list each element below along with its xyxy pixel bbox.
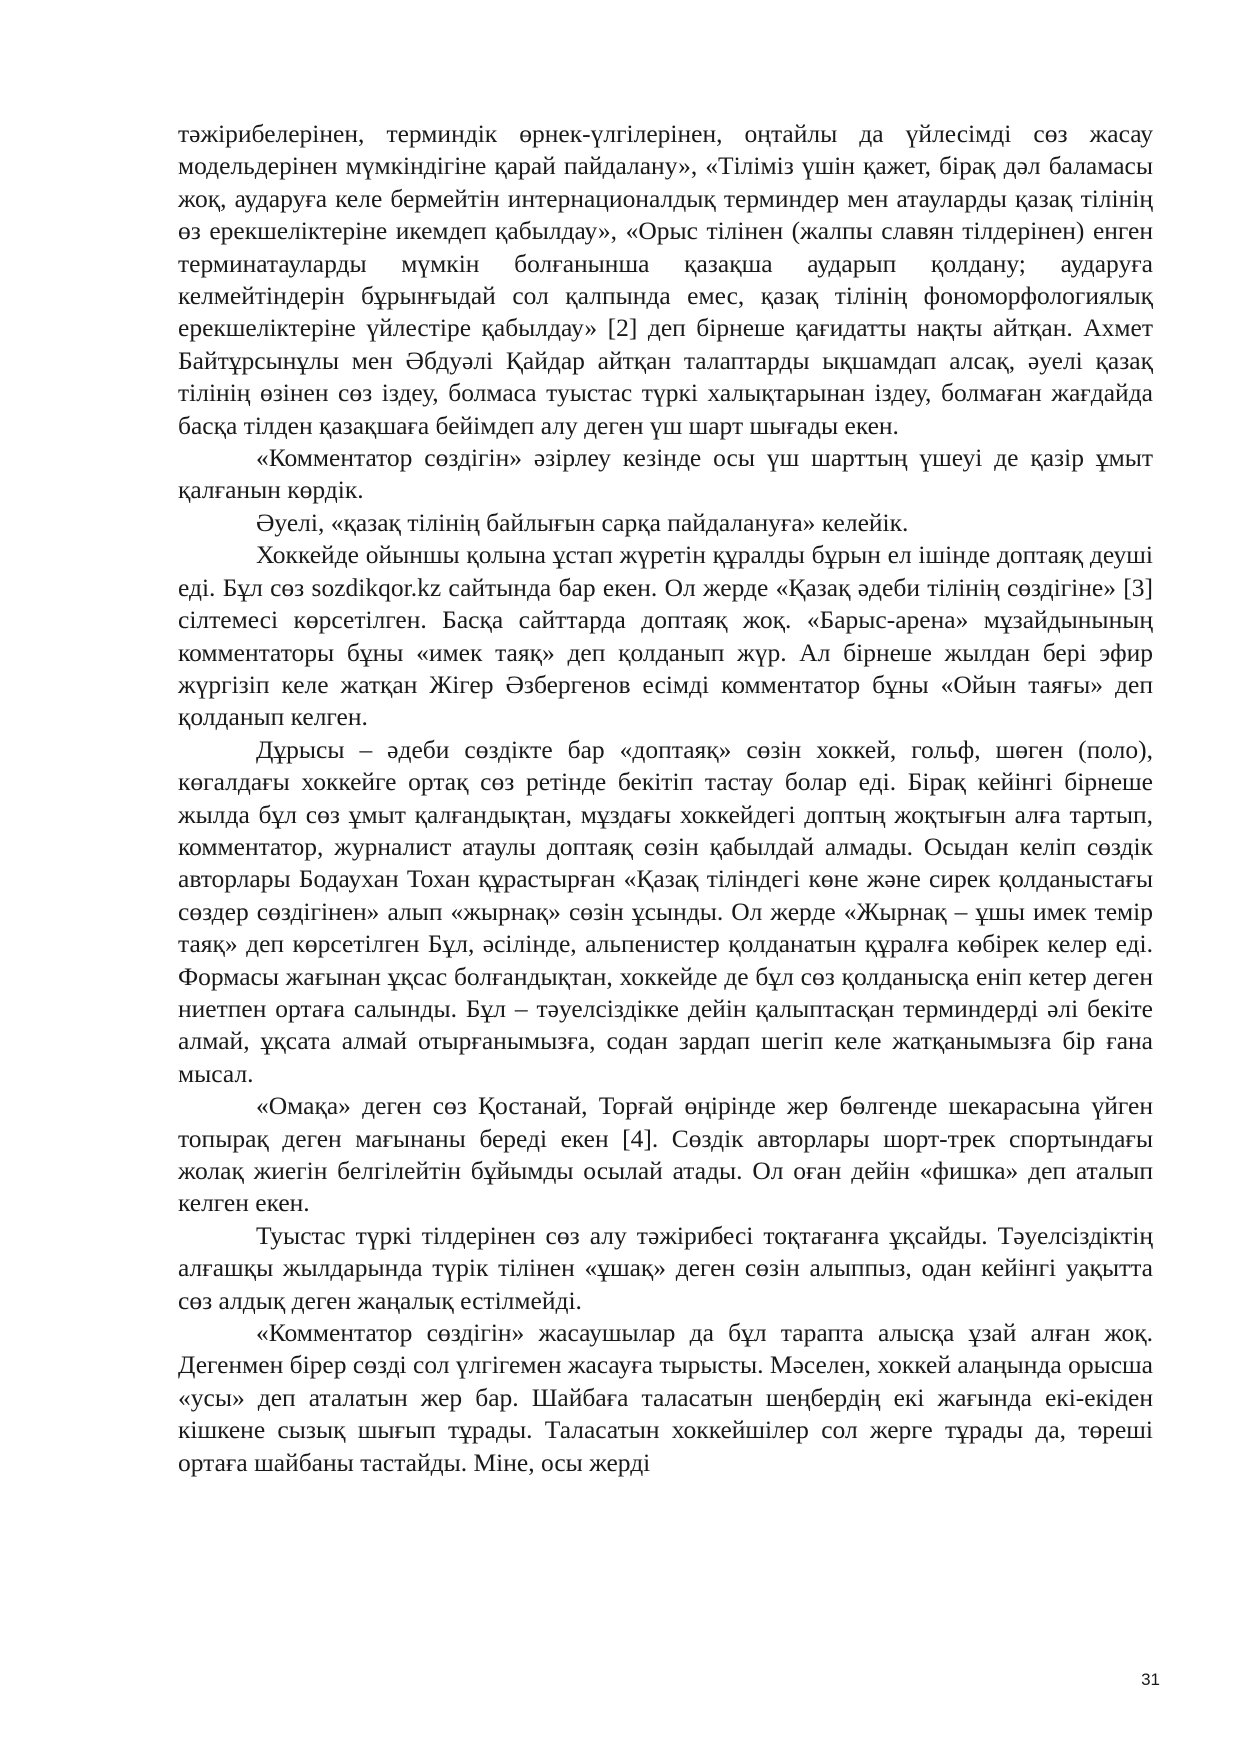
paragraph-3: Әуелі, «қазақ тілінің байлығын сарқа пайдалануға» келейік.	[256, 507, 909, 537]
paragraph-6: «Омақа» деген сөз Қостанай, Торғай өңірінде жер бөлгенде шекарасына үйген топырақ деген мағынаны береді екен [4]. Сөздік авторлары шорт-трек спортындағы жолақ жиегін белгілейтін бұйымды осылай атады. Ол оған дейін «фишка» деп аталып келген екен.	[178, 1091, 1153, 1218]
page-number: 31	[1141, 1670, 1160, 1689]
document-body	[178, 118, 1153, 1479]
paragraph-4: Хоккейде ойыншы қолына ұстап жүретін құралды бұрын ел ішінде доптаяқ деуші еді. Бұл сөз sozdikqor.kz сайтында бар екен. Ол жерде «Қазақ әдеби тілінің сөздігіне» [3] сілтемесі көрсетілген. Басқа сайттарда доптаяқ жоқ. «Барыс-арена» мұзайдынының комментаторы бұны «имек таяқ» деп қолданып жүр. Ал бірнеше жылдан бері эфир жүргізіп келе жатқан Жігер Әзбергенов есімді комментатор бұны «Ойын таяғы» деп қолданып келген.	[178, 540, 1153, 732]
paragraph-5: Дұрысы – әдеби сөздікте бар «доптаяқ» сөзін хоккей, гольф, шөген (поло), көгалдағы хоккейге ортақ сөз ретінде бекітіп тастау болар еді. Бірақ кейінгі бірнеше жылда бұл сөз ұмыт қалғандықтан, мұздағы хоккейдегі доптың жоқтығын алға тартып, комментатор, журналист атаулы доптаяқ сөзін қабылдай алмады. Осыдан келіп сөздік авторлары Бодаухан Тохан құрастырған «Қазақ тіліндегі көне және сирек қолданыстағы сөздер сөздігінен» алып «жырнақ» сөзін ұсынды. Ол жерде «Жырнақ – ұшы имек темір таяқ» деп көрсетілген Бұл, әсілінде, альпенистер қолданатын құралға көбірек келер еді. Формасы жағынан ұқсас болғандықтан, хоккейде де бұл сөз қолданысқа еніп кетер деген ниетпен ортаға салынды. Бұл – тәуелсіздікке дейін қалыптасқан терминдерді әлі бекіте алмай, ұқсата алмай отырғанымызға, содан зардап шегіп келе жатқанымызға бір ғана мысал.	[178, 734, 1153, 1088]
paragraph-2: «Комментатор сөздігін» әзірлеу кезінде осы үш шарттың үшеуі де қазір ұмыт қалғанын көрдік.	[178, 443, 1153, 505]
paragraph-7: Туыстас түркі тілдерінен сөз алу тәжірибесі тоқтағанға ұқсайды. Тәуелсіздіктің алғашқы жылдарында түрік тілінен «ұшақ» деген сөзін алыппыз, одан кейінгі уақытта сөз алдық деген жаңалық естілмейді.	[178, 1220, 1153, 1315]
paragraph-1: тәжірибелерінен, терминдік өрнек-үлгілерінен, оңтайлы да үйлесімді сөз жасау модельдерінен мүмкіндігіне қарай пайдалану», «Тіліміз үшін қажет, бірақ дәл баламасы жоқ, аударуға келе бермейтін интернационалдық терминдер мен атауларды қазақ тілінің өз ерекшеліктеріне икемдеп қабылдау», «Орыс тілінен (жалпы славян тілдерінен) енген терминатауларды мүмкін болғанынша қазақша аударып қолдану; аударуға келмейтіндерін бұрынғыдай сол қалпында емес, қазақ тілінің фономорфологиялық ерекшеліктеріне үйлестіре қабылдау» [2] деп бірнеше қағидатты нақты айтқан. Ахмет Байтұрсынұлы мен Әбдуәлі Қайдар айтқан талаптарды ықшамдап алсақ, әуелі қазақ тілінің өзінен сөз іздеу, болмаса туыстас түркі халықтарынан іздеу, болмаған жағдайда басқа тілден қазақшаға бейімдеп алу деген үш шарт шығады екен.	[178, 119, 1153, 440]
paragraph-8: «Комментатор сөздігін» жасаушылар да бұл тарапта алысқа ұзай алған жоқ. Дегенмен бірер сөзді сол үлгігемен жасауға тырысты. Мәселен, хоккей алаңында орысша «усы» деп аталатын жер бар. Шайбаға таласатын шеңбердің екі жағында екі-екіден кішкене сызық шығып тұрады. Таласатын хоккейшілер сол жерге тұрады да, төреші ортаға шайбаны тастайды. Міне, осы жерді	[178, 1318, 1153, 1477]
